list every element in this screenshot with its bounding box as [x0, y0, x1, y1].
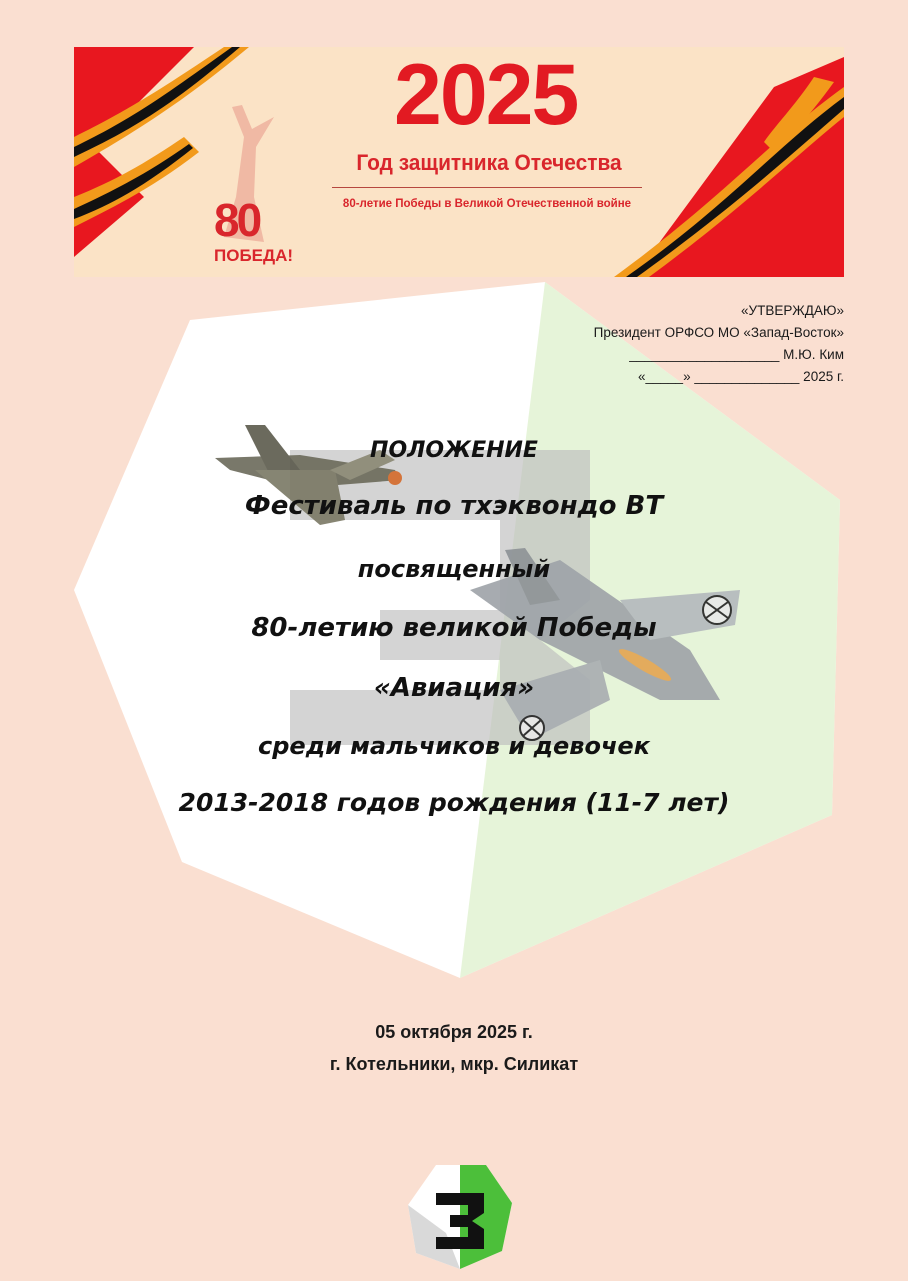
badge-number: 80 — [214, 194, 260, 246]
title-line: Фестиваль по тхэквондо ВТ — [244, 491, 664, 521]
document-type: ПОЛОЖЕНИЕ — [370, 438, 538, 463]
approval-date: «_____» ______________ 2025 г. — [638, 369, 844, 384]
event-date: 05 октября 2025 г. — [375, 1022, 533, 1042]
approval-heading: «УТВЕРЖДАЮ» — [741, 303, 844, 318]
badge-word: ПОБЕДА! — [214, 246, 294, 265]
title-line: 2013-2018 годов рождения (11-7 лет) — [178, 788, 730, 817]
approval-block — [444, 300, 844, 388]
banner-title: Год защитника Отечества — [356, 150, 622, 175]
approval-position: Президент ОРФСО МО «Запад-Восток» — [593, 325, 844, 340]
title-line: среди мальчиков и девочек — [258, 732, 650, 760]
club-logo-icon — [406, 1163, 514, 1271]
banner-subtitle: 80-летие Победы в Великой Отечественной войне — [342, 198, 632, 210]
banner-year: 2025 — [394, 47, 578, 143]
approval-signature: ____________________ М.Ю. Ким — [629, 347, 844, 362]
title-line: «Авиация» — [373, 673, 535, 703]
title-line: посвященный — [357, 555, 551, 583]
banner-divider — [332, 187, 642, 188]
title-line: 80-летию великой Победы — [251, 613, 657, 643]
event-place: г. Котельники, мкр. Силикат — [329, 1054, 579, 1074]
header-banner — [74, 47, 844, 277]
